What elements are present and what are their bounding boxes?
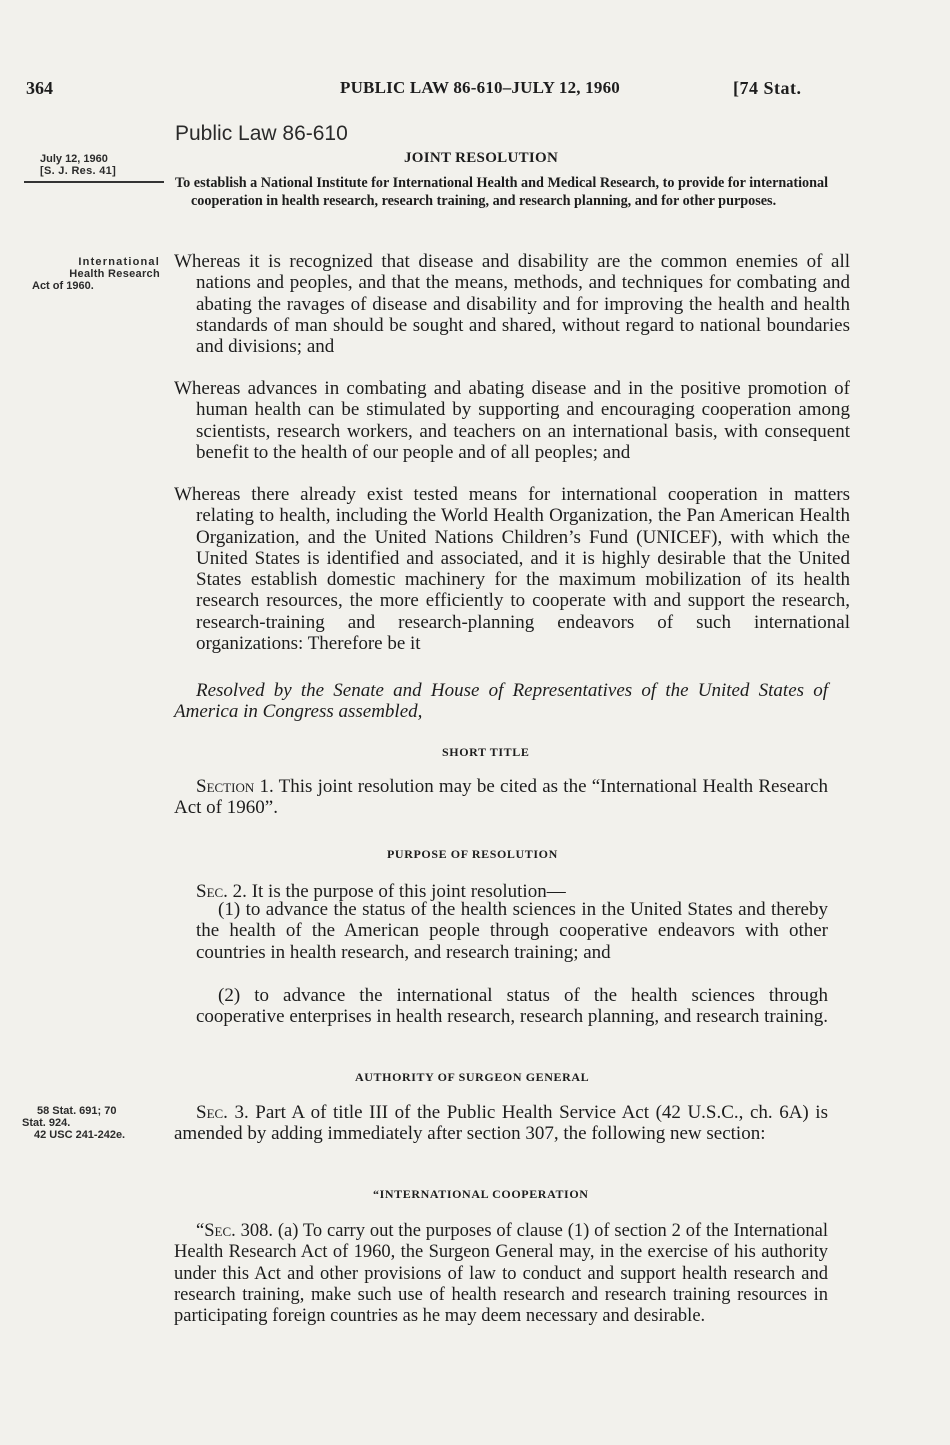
section-1-label: Section 1. [196, 776, 274, 797]
margin-short-line-2: Health Research [69, 268, 160, 280]
whereas-clause-3: Whereas there already exist tested means for international cooperation in matters relating to health, including the World Health Organization, the Pan American Health Organization, and the United Nations Children’s Fund (UNICEF), with which the United States is identified and associated, and it is highly desirable that the United States establish domestic machinery for the maximum mobilization of its health research resources, the more efficiently to cooperate with and support the research, research-training and research-planning endeavors of such international organizations: Therefore be it [174, 484, 850, 655]
section-308 [174, 1221, 828, 1327]
margin-note-short-title [18, 256, 160, 292]
margin-short-line-3: Act of 1960. [32, 280, 94, 292]
margin-short-line-1: International [78, 256, 160, 268]
section-1 [174, 776, 828, 819]
margin-rule [24, 181, 164, 183]
section-2-clause-1: (1) to advance the status of the health sciences in the United States and thereby the health of the American people through cooperative endeavors with other countries in health research, and research training; and [196, 899, 828, 963]
margin-note-citation [22, 1105, 172, 1141]
margin-date-line: July 12, 1960 [40, 153, 108, 165]
section-2-label: Sec. 2. [196, 881, 247, 902]
section-1-text: This joint resolution may be cited as the “International Health Research Act of 1960”. [174, 776, 828, 819]
section-3-label: Sec. 3. [196, 1102, 249, 1123]
whereas-clause-1: Whereas it is recognized that disease and disability are the common enemies of all nations and peoples, and that the means, methods, and techniques for combating and abating the ravages of disease and disability and for improving the health and health standards of man should be sought and shared, without regard to national boundaries and divisions; and [174, 251, 850, 358]
section-308-label: “Sec. 308. [196, 1221, 273, 1241]
section-3 [174, 1102, 828, 1145]
section-3-text: Part A of title III of the Public Health Service Act (42 U.S.C., ch. 6A) is amended by adding immediately after section 307, the following new section: [174, 1102, 828, 1145]
section-heading-short-title: SHORT TITLE [442, 745, 530, 759]
resolution-purpose: To establish a National Institute for International Health and Medical Research, to provide for international cooperation in health research, research training, and research planning, and for other purposes. [175, 175, 829, 209]
enacting-clause: Resolved by the Senate and House of Representatives of the United States of America in Congress assembled, [174, 680, 828, 723]
section-heading-purpose: PURPOSE OF RESOLUTION [387, 847, 558, 861]
margin-bill-line: [S. J. Res. 41] [40, 165, 117, 177]
law-title: Public Law 86-610 [175, 122, 348, 145]
margin-citation-line-3: 42 USC 241-242e. [34, 1129, 126, 1141]
joint-resolution-heading: JOINT RESOLUTION [404, 150, 559, 166]
section-heading-international-cooperation: “INTERNATIONAL COOPERATION [373, 1187, 589, 1201]
whereas-clause-2: Whereas advances in combating and abating disease and in the positive promotion of human health can be stimulated by supporting and encouraging cooperation among scientists, research workers, and teachers on an international basis, with consequent benefit to the health of our people and of all peoples; and [174, 378, 850, 463]
margin-note-date [40, 153, 160, 177]
section-2-text: It is the purpose of this joint resolution— [246, 881, 566, 902]
section-308-text: (a) To carry out the purposes of clause (1) of section 2 of the International Health Research Act of 1960, the Surgeon General may, in the exercise of his authority under this Act and other provisions of law to conduct and support health research and research training, make such use of health research and research training resources in participating foreign countries as he may deem necessary and desirable. [174, 1221, 828, 1327]
page-number: 364 [26, 78, 53, 98]
margin-citation-line-2: Stat. 924. [22, 1117, 71, 1129]
statute-reference: [74 Stat. [733, 78, 802, 98]
section-heading-authority: AUTHORITY OF SURGEON GENERAL [355, 1070, 590, 1084]
section-2-clause-2: (2) to advance the international status of the health sciences through cooperative enterprises in health research, research planning, and research training. [196, 985, 828, 1028]
margin-citation-line-1: 58 Stat. 691; 70 [37, 1105, 117, 1117]
running-head: PUBLIC LAW 86-610–JULY 12, 1960 [340, 78, 620, 97]
